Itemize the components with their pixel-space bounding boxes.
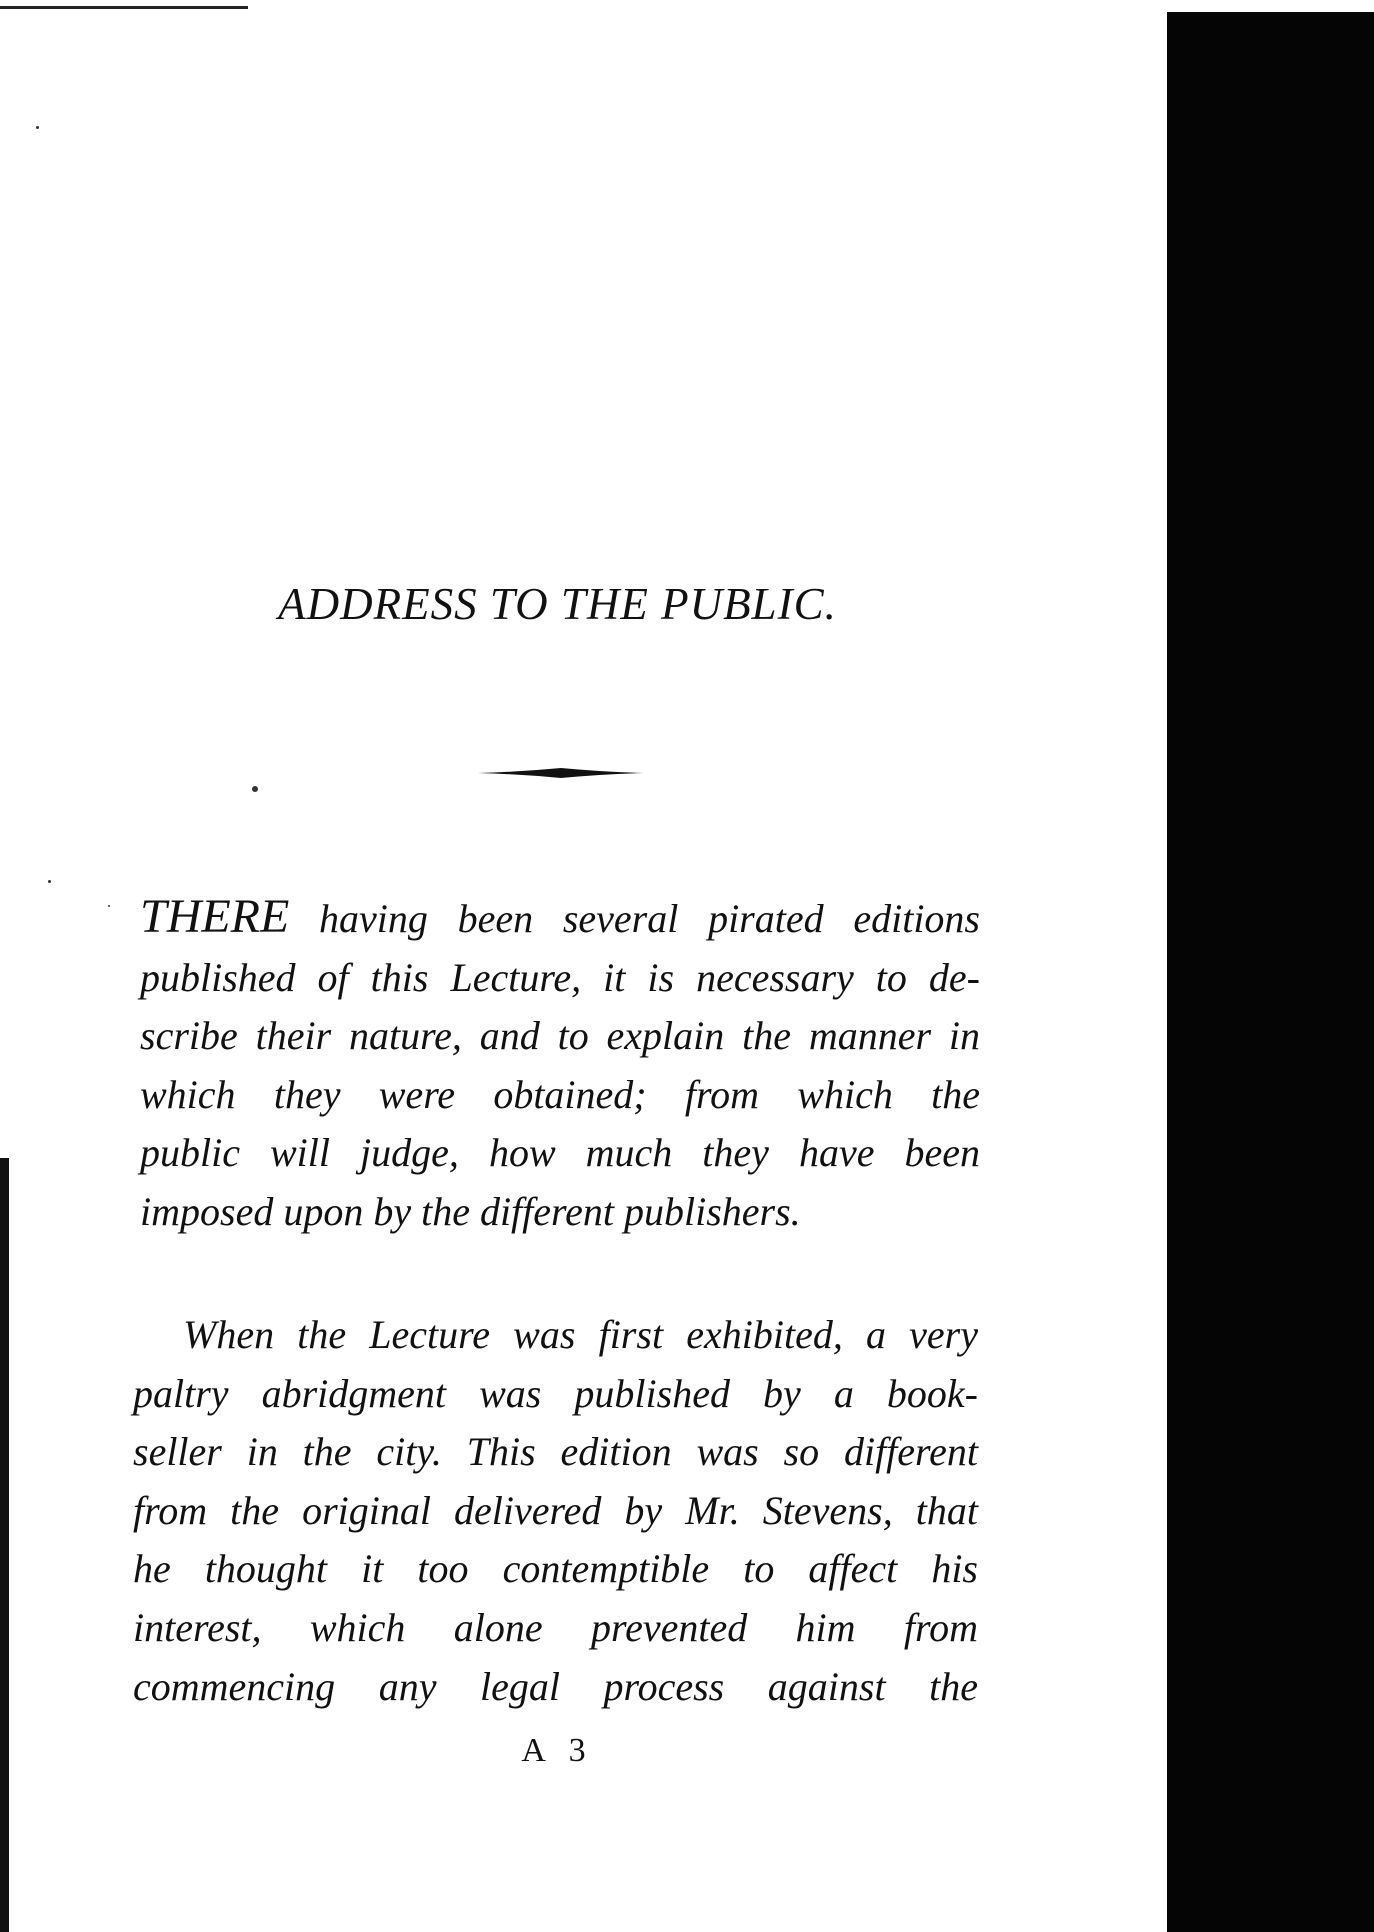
paragraph-1-line-1 <box>140 888 980 949</box>
paragraph-1-line-6: imposed upon by the different publishers. <box>140 1188 801 1234</box>
ink-speck <box>36 126 39 129</box>
paragraph-2 <box>133 1306 978 1716</box>
top-edge-rule <box>0 6 248 9</box>
paragraph-2-line-2: paltry abridgment was published by a book- <box>133 1370 978 1416</box>
paragraph-2-line-1: When the Lecture was first exhibited, a very <box>183 1312 978 1357</box>
left-edge-shadow <box>0 1158 9 1932</box>
paragraph-2-line-4: from the original delivered by Mr. Stevens, that <box>133 1487 978 1533</box>
paragraph-1-line-2: published of this Lecture, it is necessary to de- <box>140 954 980 1000</box>
paragraph-1-line-4: which they were obtained; from which the <box>140 1071 980 1117</box>
binding-shadow <box>1167 12 1374 1932</box>
paragraph-1-line-3: scribe their nature, and to explain the manner in <box>140 1013 980 1059</box>
ink-speck <box>108 905 110 907</box>
paragraph-2-line-3: seller in the city. This edition was so different <box>133 1429 978 1475</box>
ink-speck <box>252 786 258 792</box>
paragraph-2-line-5: he thought it too contemptible to affect his <box>133 1546 978 1592</box>
paragraph-2-line-6: interest, which alone prevented him from <box>133 1604 978 1650</box>
paragraph-2-line-7: commencing any legal process against the <box>133 1663 978 1709</box>
signature-mark: A 3 <box>521 1732 594 1769</box>
paragraph-1 <box>140 888 980 1242</box>
paragraph-1-lead-word: THERE <box>140 890 290 943</box>
paragraph-1-line-1-text: having been several pirated editions <box>289 896 980 941</box>
ornamental-rule <box>478 766 644 780</box>
paragraph-1-line-5: public will judge, how much they have been <box>140 1130 980 1176</box>
ink-speck <box>48 880 51 883</box>
page-title: ADDRESS TO THE PUBLIC. <box>278 579 837 629</box>
